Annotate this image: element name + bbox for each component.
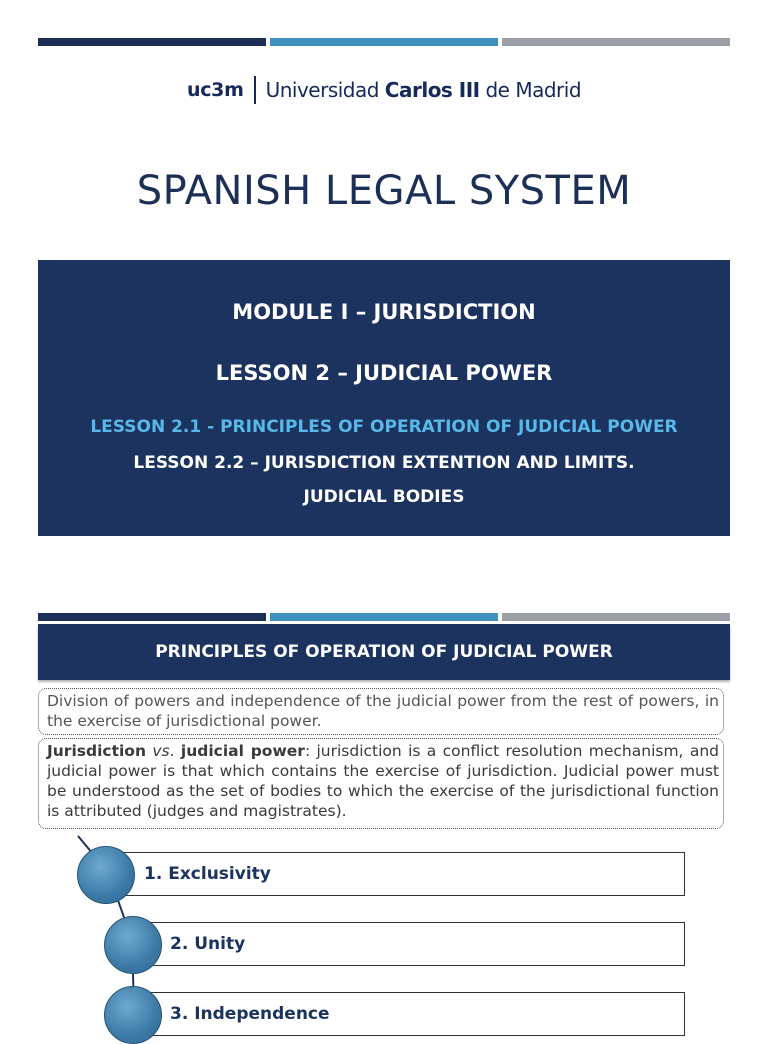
lesson-2-1: LESSON 2.1 - PRINCIPLES OF OPERATION OF JUDICIAL POWER [90,417,678,437]
lesson-heading: LESSON 2 – JUDICIAL POWER [215,361,553,385]
principle-unity: 2. Unity [170,934,246,954]
division-of-powers-text: Division of powers and independence of the judicial power from the rest of powers, in the exercise of jurisdictional power. [38,688,724,735]
principle-bullet-2 [104,916,162,974]
logo-name-bold: Carlos III [384,78,480,102]
principle-bullet-3 [104,986,162,1044]
module-heading: MODULE I – JURISDICTION [232,300,536,324]
principle-bullet-1 [77,846,135,904]
slide2-heading: PRINCIPLES OF OPERATION OF JUDICIAL POWER [38,624,730,680]
logo-name-suffix: de Madrid [479,78,582,102]
page-title: SPANISH LEGAL SYSTEM [136,168,632,214]
principle-exclusivity: 1. Exclusivity [144,864,271,884]
definition-text: : jurisdiction is a conflict resolution mechanism, and judicial power is that which contains the exercise of jurisdiction. Judicial power must be understood as the set of bodies to which the exercise of the jurisdictional function is attributed (judges and magistrates). [47,742,719,820]
term-jurisdiction: Jurisdiction [47,742,146,760]
term-judicial-power: judicial power [180,742,305,760]
lesson-2-2: LESSON 2.2 – JURISDICTION EXTENTION AND LIMITS. [133,453,635,473]
principle-independence: 3. Independence [170,1004,330,1024]
logo-name-prefix: Universidad [265,78,385,102]
term-vs: vs [146,742,170,760]
logo-mark: uc3m [186,79,244,101]
term-dot: . [169,742,181,760]
lesson-2-2-continued: JUDICIAL BODIES [303,487,465,507]
